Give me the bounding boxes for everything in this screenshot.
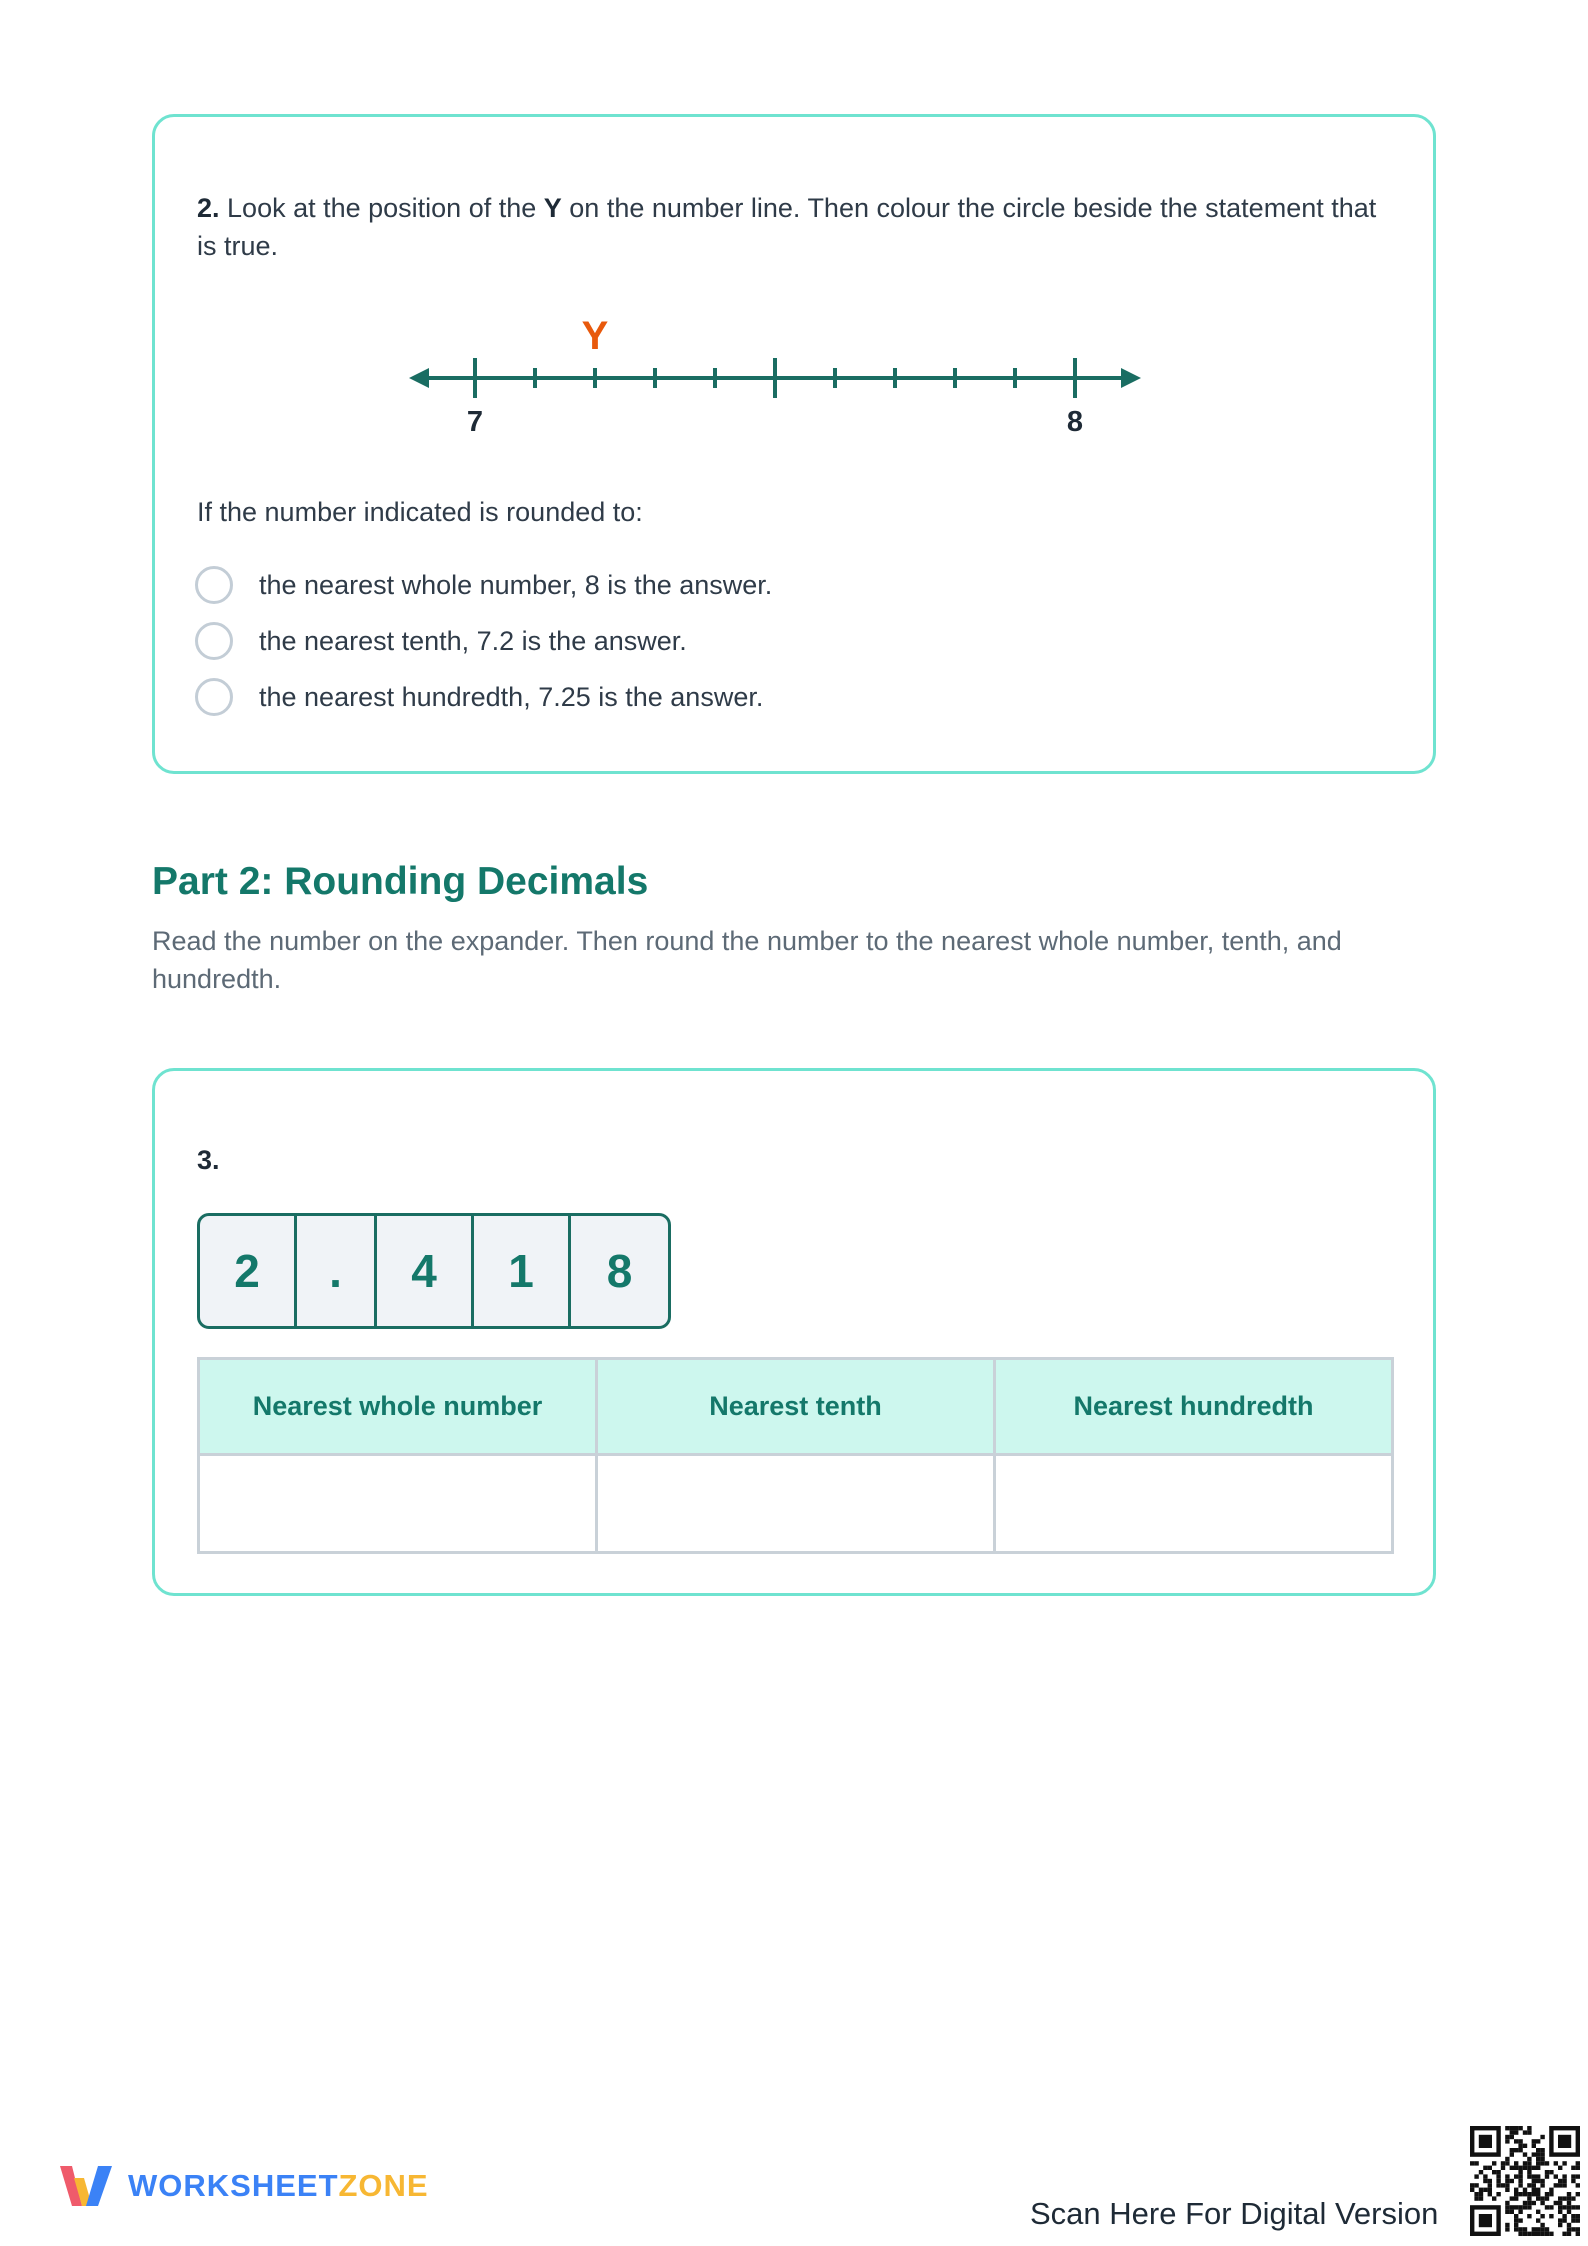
scan-instruction: Scan Here For Digital Version [1030, 2196, 1439, 2231]
number-line-marker-label: Y [581, 314, 609, 358]
option-nearest-tenth[interactable] [195, 613, 772, 669]
answer-cell-whole[interactable] [199, 1455, 597, 1553]
number-line-end-label: 8 [1066, 406, 1084, 438]
answer-cell-tenth[interactable] [597, 1455, 995, 1553]
arrow-right-icon [1121, 368, 1141, 388]
question-2-text-part1: Look at the position of the [219, 193, 544, 223]
question-2-text-part2: on the number line. Then colour the circle beside the statement that is true. [197, 193, 1377, 261]
number-line-start-label: 7 [466, 406, 484, 438]
logo-text-zone: ZONE [338, 2168, 429, 2203]
arrow-left-icon [409, 368, 429, 388]
rounding-answer-table [197, 1357, 1394, 1554]
question-2-number: 2. [197, 193, 220, 223]
section-description: Read the number on the expander. Then round the number to the nearest whole number, tenth, and hundredth. [152, 926, 1342, 994]
worksheetzone-logo-icon [58, 2160, 114, 2212]
expander-cell-ones: 2 [200, 1216, 297, 1326]
option-label: the nearest whole number, 8 is the answer. [259, 569, 773, 600]
option-nearest-whole[interactable] [195, 557, 772, 613]
expander-cell-thousandths: 8 [606, 1245, 633, 1297]
worksheetzone-logo[interactable] [58, 2160, 429, 2212]
header-nearest-tenth: Nearest tenth [597, 1359, 995, 1455]
question-3-card [152, 1068, 1436, 1596]
question-2-card [152, 114, 1436, 774]
logo-text-worksheet: WORKSHEET [128, 2168, 339, 2203]
expander-cell-point: . [297, 1216, 377, 1326]
radio-circle-icon[interactable] [195, 678, 233, 716]
expander-cell-hundredths: 1 [474, 1216, 571, 1326]
rounding-prompt: If the number indicated is rounded to: [197, 497, 643, 527]
number-line [405, 297, 1185, 447]
radio-circle-icon[interactable] [195, 566, 233, 604]
option-label: the nearest tenth, 7.2 is the answer. [259, 625, 687, 656]
option-nearest-hundredth[interactable] [195, 669, 772, 725]
header-nearest-whole: Nearest whole number [199, 1359, 597, 1455]
radio-circle-icon[interactable] [195, 622, 233, 660]
option-label: the nearest hundredth, 7.25 is the answer. [259, 681, 764, 712]
question-3-number: 3. [197, 1145, 220, 1175]
table-header-row [199, 1359, 1393, 1455]
number-expander [197, 1213, 671, 1329]
qr-code-icon[interactable] [1470, 2126, 1580, 2236]
answer-cell-hundredth[interactable] [995, 1455, 1393, 1553]
question-2-text [197, 189, 1397, 265]
section-title: Part 2: Rounding Decimals [152, 860, 649, 903]
header-nearest-hundredth: Nearest hundredth [995, 1359, 1393, 1455]
expander-cell-tenths: 4 [377, 1216, 474, 1326]
table-row [199, 1455, 1393, 1553]
answer-options [195, 557, 772, 725]
question-2-highlight: Y [543, 193, 562, 223]
